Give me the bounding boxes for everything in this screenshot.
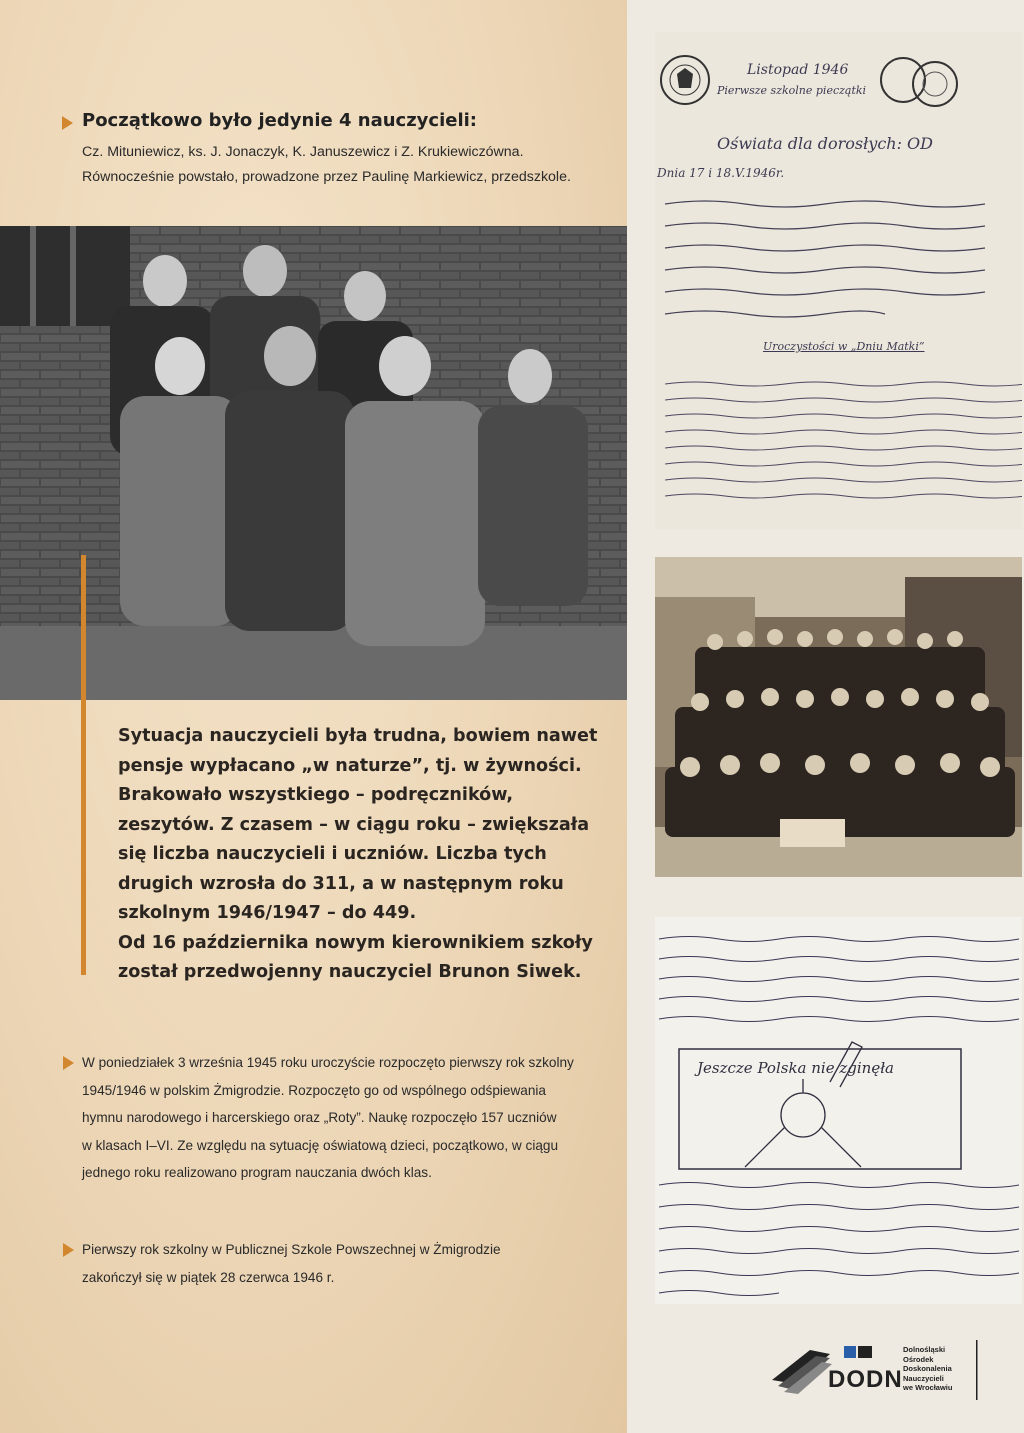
para-line: Pierwszy rok szkolny w Publicznej Szkole Powszechnej w Żmigrodzie [82, 1242, 501, 1257]
intro-line: Cz. Mituniewicz, ks. J. Jonaczyk, K. Januszewicz i Z. Krukiewiczówna. [82, 144, 524, 160]
para-line: hymnu narodowego i harcerskiego oraz „Roty”. Naukę rozpoczęło 157 uczniów [82, 1110, 557, 1125]
dodn-logo [770, 1340, 990, 1400]
quote-line: Sytuacja nauczycieli była trudna, bowiem nawet [118, 726, 598, 746]
quote-line: się liczba nauczycieli i uczniów. Liczba tych [118, 844, 547, 864]
bullet-arrow-icon [63, 1243, 74, 1257]
pupils-class-photo [655, 557, 1022, 877]
dodn-full-name [903, 1345, 952, 1393]
dodn-wordmark: DODN [828, 1366, 903, 1393]
chronicle-subheader: Pierwsze szkolne pieczątki [717, 84, 867, 97]
quote-line: szkolnym 1946/1947 – do 449. [118, 903, 417, 923]
quote-line: drugich wzrosła do 311, a w następnym roku [118, 873, 564, 894]
quote-line: pensje wypłacano „w naturze”, tj. w żywności. [118, 755, 582, 776]
logo-line: Ośrodek [903, 1354, 934, 1364]
para-line: W poniedziałek 3 września 1945 roku uroczyście rozpoczęto pierwszy rok szkolny [82, 1055, 574, 1070]
intro-line: Równocześnie powstało, prowadzone przez Paulinę Markiewicz, przedszkole. [82, 169, 571, 185]
para-line: 1945/1946 w polskim Żmigrodzie. Rozpoczęto go od wspólnego odśpiewania [82, 1082, 546, 1098]
quote-line: zeszytów. Z czasem – w ciągu roku – zwiększała [118, 814, 590, 835]
quote-line: został przedwojenny nauczyciel Brunon Siwek. [118, 962, 582, 982]
chronicle-title: Oświata dla dorosłych: OD [717, 134, 933, 153]
logo-line: Doskonalenia [903, 1364, 952, 1373]
chronicle-header: Listopad 1946 [747, 62, 849, 78]
notebook-banner: Jeszcze Polska nie zginęła [697, 1059, 894, 1077]
teachers-group-photo [0, 226, 627, 700]
chronicle-page-scan [655, 32, 1022, 529]
school-year-start-text [82, 1049, 612, 1187]
bullet-arrow-icon [63, 1056, 74, 1070]
chronicle-date: Dnia 17 i 18.V.1946r. [657, 166, 785, 180]
pupil-notebook-scan [655, 917, 1022, 1304]
accent-bar [81, 555, 86, 975]
bullet-arrow-icon [62, 116, 73, 130]
quote-line: Brakowało wszystkiego – podręczników, [118, 785, 514, 805]
intro-text [82, 140, 602, 190]
teachers-situation-text [118, 722, 598, 988]
para-line: w klasach I–VI. Ze względu na sytuację oświatową dzieci, początkowo, w ciągu [82, 1137, 559, 1153]
logo-line: we Wrocławiu [903, 1383, 953, 1392]
logo-line: Dolnośląski [903, 1345, 946, 1354]
school-year-end-text [82, 1236, 612, 1291]
logo-line: Nauczycieli [903, 1373, 944, 1383]
quote-line: Od 16 października nowym kierownikiem szkoły [118, 932, 593, 953]
intro-title: Początkowo było jedynie 4 nauczycieli: [82, 110, 477, 131]
para-line: jednego roku realizowano program nauczania dwóch klas. [82, 1165, 432, 1180]
para-line: zakończył się w piątek 28 czerwca 1946 r. [82, 1269, 335, 1285]
chronicle-heading: Uroczystości w „Dniu Matki” [763, 340, 925, 353]
